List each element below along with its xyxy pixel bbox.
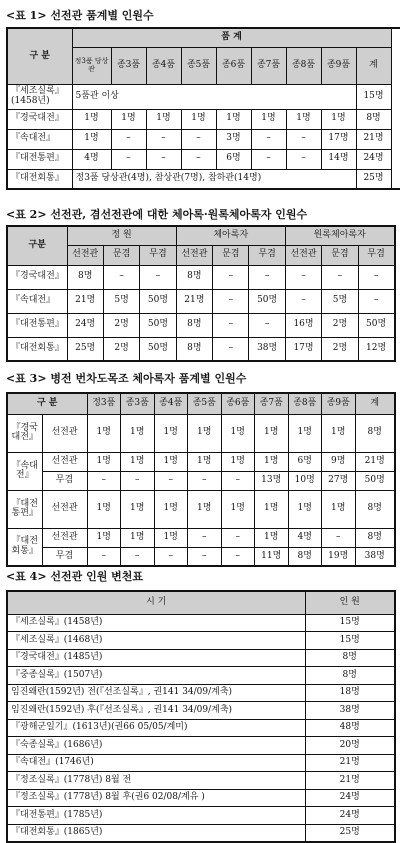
cell: 5명 bbox=[103, 289, 139, 313]
table4-header-count: 인 원 bbox=[305, 591, 395, 614]
cell: 1명 bbox=[221, 414, 255, 452]
row-text: 정3품 당상관(4명), 참상관(7명), 참하관(14명) bbox=[72, 169, 356, 189]
table-row bbox=[7, 313, 395, 337]
cell: 1명 bbox=[255, 490, 289, 528]
cell: 2명 bbox=[322, 337, 358, 361]
cell: – bbox=[181, 149, 216, 169]
row-time: 『정조실록』(1778년) 8월 후(권6 02/08/계유 ) bbox=[7, 789, 305, 807]
cell: 27명 bbox=[322, 471, 356, 490]
table2-group-header: 원록체아록자 bbox=[285, 226, 394, 245]
row-time: 『경국대전』(1485년) bbox=[7, 649, 305, 667]
table1-col-header: 종4품 bbox=[146, 47, 181, 84]
cell: – bbox=[87, 471, 121, 490]
cell: 1명 bbox=[255, 452, 289, 471]
table1-col-header: 종9품 bbox=[321, 47, 356, 84]
table-row bbox=[7, 109, 400, 129]
cell: 50명 bbox=[249, 289, 285, 313]
cell: 16명 bbox=[285, 313, 321, 337]
table2-group-header: 정 원 bbox=[67, 226, 176, 245]
table2-sub-header: 선전관 bbox=[176, 245, 212, 265]
cell: – bbox=[213, 289, 249, 313]
row-label: 『경국대전』 bbox=[7, 265, 67, 289]
table3-col-header: 종9품 bbox=[322, 393, 356, 414]
row-total: 15명 bbox=[356, 84, 391, 109]
table3-col-header: 종5품 bbox=[188, 393, 222, 414]
table3-col-header: 종6품 bbox=[221, 393, 255, 414]
cell: 2명 bbox=[103, 337, 139, 361]
row-count: 20명 bbox=[305, 737, 395, 755]
table4-header-time: 시 기 bbox=[7, 591, 305, 614]
cell: 1명 bbox=[322, 414, 356, 452]
table-row bbox=[7, 737, 395, 755]
cell: – bbox=[249, 313, 285, 337]
table-row bbox=[7, 490, 395, 528]
sub-label: 선전관 bbox=[42, 490, 87, 528]
row-count: 24명 bbox=[305, 789, 395, 807]
cell: 12명 bbox=[358, 337, 394, 361]
cell: – bbox=[146, 129, 181, 149]
cell: 17명 bbox=[285, 337, 321, 361]
cell: 8명 bbox=[356, 109, 391, 129]
cell: – bbox=[249, 265, 285, 289]
table2-sub-header: 무겸 bbox=[358, 245, 394, 265]
table-row bbox=[7, 667, 395, 685]
cell: – bbox=[111, 129, 146, 149]
cell: 6명 bbox=[288, 452, 322, 471]
cell: – bbox=[154, 547, 188, 566]
cell: 1명 bbox=[121, 490, 155, 528]
sub-label: 무겸 bbox=[42, 471, 87, 490]
cell: – bbox=[121, 547, 155, 566]
row-label: 『대전회통』 bbox=[7, 169, 72, 189]
table-row bbox=[7, 452, 395, 471]
cell: 8명 bbox=[288, 547, 322, 566]
table4-caption: <표 4> 선전관 인원 변천표 bbox=[6, 570, 144, 583]
table-row bbox=[7, 772, 395, 790]
table2-sub-header: 문겸 bbox=[322, 245, 358, 265]
table2-header-group: 구분 bbox=[7, 226, 67, 265]
cell: 19명 bbox=[322, 547, 356, 566]
cell: – bbox=[121, 471, 155, 490]
row-count: 21명 bbox=[305, 772, 395, 790]
row-total: 25명 bbox=[356, 169, 391, 189]
row-time: 『대전회통』(1865년) bbox=[7, 824, 305, 842]
table3-col-header: 계 bbox=[355, 393, 395, 414]
cell: 1명 bbox=[121, 414, 155, 452]
cell: 24명 bbox=[356, 149, 391, 169]
table1-caption: <표 1> 선전관 품계별 인원수 bbox=[6, 9, 154, 22]
table-row bbox=[7, 169, 400, 189]
cell: 8명 bbox=[355, 490, 395, 528]
cell: 1명 bbox=[181, 109, 216, 129]
sub-label: 선전관 bbox=[42, 452, 87, 471]
cell: – bbox=[285, 289, 321, 313]
table-row bbox=[7, 471, 395, 490]
table3 bbox=[6, 392, 396, 567]
cell: 1명 bbox=[288, 490, 322, 528]
table-row bbox=[7, 414, 395, 452]
cell: 38명 bbox=[249, 337, 285, 361]
cell: 1명 bbox=[87, 452, 121, 471]
table-row bbox=[7, 149, 400, 169]
cell: 1명 bbox=[255, 414, 289, 452]
cell: 1명 bbox=[154, 414, 188, 452]
row-time: 『세조실록』(1458년) bbox=[7, 614, 305, 632]
cell: 1명 bbox=[154, 452, 188, 471]
cell: – bbox=[322, 528, 356, 547]
cell: 24명 bbox=[67, 313, 103, 337]
row-time: 『세조실록』(1468년) bbox=[7, 632, 305, 650]
table2-group-header: 체아록자 bbox=[176, 226, 285, 245]
cell: – bbox=[221, 528, 255, 547]
row-text: 5품관 이상 bbox=[72, 84, 356, 109]
row-label: 『대전회통』 bbox=[7, 337, 67, 361]
cell: 1명 bbox=[188, 490, 222, 528]
row-count: 15명 bbox=[305, 614, 395, 632]
cell: 1명 bbox=[188, 452, 222, 471]
cell: 1명 bbox=[216, 109, 251, 129]
cell: 21명 bbox=[67, 289, 103, 313]
row-label: 『대전통편』 bbox=[7, 313, 67, 337]
row-time: 임진왜란(1592년) 후(『선조실록』, 권141 34/09/계축) bbox=[7, 702, 305, 720]
table2-sub-header: 문겸 bbox=[213, 245, 249, 265]
row-label: 『속대전』 bbox=[7, 129, 72, 149]
cell: 6명 bbox=[216, 149, 251, 169]
cell: 10명 bbox=[288, 471, 322, 490]
cell: 1명 bbox=[121, 528, 155, 547]
table-row bbox=[7, 528, 395, 547]
row-count: 21명 bbox=[305, 754, 395, 772]
cell: 8명 bbox=[176, 265, 212, 289]
row-time: 『광해군일기』(1613년)(권66 05/05/계미) bbox=[7, 719, 305, 737]
cell: 8명 bbox=[355, 414, 395, 452]
row-label: 『대전통편』 bbox=[7, 149, 72, 169]
sub-label: 무겸 bbox=[42, 547, 87, 566]
cell: 1명 bbox=[251, 109, 286, 129]
table-row bbox=[7, 289, 395, 313]
cell: – bbox=[286, 149, 321, 169]
cell: 4명 bbox=[288, 528, 322, 547]
table1-col-header: 계 bbox=[356, 47, 391, 84]
row-time: 임진왜란(1592년) 전(『선조실록』, 권141 34/09/계축) bbox=[7, 684, 305, 702]
table3-col-header: 정3품 bbox=[87, 393, 121, 414]
cell: – bbox=[188, 471, 222, 490]
cell: 1명 bbox=[111, 109, 146, 129]
table2-sub-header: 무겸 bbox=[140, 245, 176, 265]
table1-col-header: 정3품 당상관 bbox=[72, 47, 111, 84]
table1-col-header: 종6품 bbox=[216, 47, 251, 84]
cell: 14명 bbox=[321, 149, 356, 169]
row-time: 『숙종실록』(1686년) bbox=[7, 737, 305, 755]
row-label: 『속대전』 bbox=[7, 289, 67, 313]
table-row bbox=[7, 702, 395, 720]
cell: – bbox=[188, 547, 222, 566]
table2-sub-header: 문겸 bbox=[103, 245, 139, 265]
table-row bbox=[7, 632, 395, 650]
cell: – bbox=[358, 265, 394, 289]
cell: – bbox=[213, 265, 249, 289]
table1 bbox=[6, 27, 400, 190]
table-row bbox=[7, 789, 395, 807]
table-row bbox=[7, 84, 400, 109]
group-label: 『대전통편』 bbox=[7, 490, 42, 528]
table2-caption: <표 2> 선전관, 겸선전관에 대한 체아록·원록체아록자 인원수 bbox=[6, 208, 308, 221]
table-row bbox=[7, 337, 395, 361]
cell: 1명 bbox=[87, 490, 121, 528]
table3-header-group: 구 분 bbox=[7, 393, 87, 414]
cell: 8명 bbox=[67, 265, 103, 289]
cell: 1명 bbox=[221, 490, 255, 528]
cell: 1명 bbox=[154, 528, 188, 547]
table3-col-header: 종7품 bbox=[255, 393, 289, 414]
table-row bbox=[7, 547, 395, 566]
row-time: 『속대전』(1746년) bbox=[7, 754, 305, 772]
cell: 8명 bbox=[176, 337, 212, 361]
row-count: 48명 bbox=[305, 719, 395, 737]
cell: 1명 bbox=[87, 528, 121, 547]
table-row bbox=[7, 265, 395, 289]
table1-col-header: 종8품 bbox=[286, 47, 321, 84]
table4 bbox=[6, 590, 396, 843]
table2-sub-header: 무겸 bbox=[249, 245, 285, 265]
cell: 1명 bbox=[121, 452, 155, 471]
cell: 5명 bbox=[322, 289, 358, 313]
cell: – bbox=[251, 129, 286, 149]
cell: 17명 bbox=[321, 129, 356, 149]
row-count: 8명 bbox=[305, 667, 395, 685]
cell: – bbox=[140, 265, 176, 289]
table1-header-pumgye: 품 계 bbox=[72, 28, 391, 47]
cell: 1명 bbox=[255, 528, 289, 547]
table-row bbox=[7, 754, 395, 772]
cell: 1명 bbox=[72, 129, 111, 149]
cell: 1명 bbox=[321, 109, 356, 129]
cell: 38명 bbox=[355, 547, 395, 566]
table-row bbox=[7, 129, 400, 149]
cell: 8명 bbox=[355, 528, 395, 547]
cell: – bbox=[87, 547, 121, 566]
table3-col-header: 종4품 bbox=[154, 393, 188, 414]
cell: – bbox=[154, 471, 188, 490]
cell: – bbox=[221, 547, 255, 566]
cell: 4명 bbox=[72, 149, 111, 169]
row-count: 25명 bbox=[305, 824, 395, 842]
cell: 2명 bbox=[103, 313, 139, 337]
cell: 1명 bbox=[288, 414, 322, 452]
cell: – bbox=[286, 129, 321, 149]
row-count: 24명 bbox=[305, 807, 395, 825]
cell: 25명 bbox=[67, 337, 103, 361]
table2-sub-header: 선전관 bbox=[67, 245, 103, 265]
cell: – bbox=[111, 149, 146, 169]
table3-col-header: 종3품 bbox=[121, 393, 155, 414]
table3-caption: <표 3> 병전 번차도목조 체아록자 품계별 인원수 bbox=[6, 372, 247, 385]
cell: – bbox=[188, 528, 222, 547]
cell: 1명 bbox=[154, 490, 188, 528]
row-time: 『대전통편』(1785년) bbox=[7, 807, 305, 825]
table1-header-group: 구 분 bbox=[7, 28, 72, 84]
cell: 11명 bbox=[255, 547, 289, 566]
table-row bbox=[7, 807, 395, 825]
table-row bbox=[7, 614, 395, 632]
table2-sub-header: 선전관 bbox=[285, 245, 321, 265]
cell: 50명 bbox=[355, 471, 395, 490]
row-count: 38명 bbox=[305, 702, 395, 720]
cell: – bbox=[322, 265, 358, 289]
cell: 1명 bbox=[286, 109, 321, 129]
row-time: 『중종실록』(1507년) bbox=[7, 667, 305, 685]
cell: 50명 bbox=[140, 289, 176, 313]
cell: 1명 bbox=[87, 414, 121, 452]
table3-col-header: 종8품 bbox=[288, 393, 322, 414]
cell: 1명 bbox=[72, 109, 111, 129]
table1-col-header: 종3품 bbox=[111, 47, 146, 84]
cell: – bbox=[146, 149, 181, 169]
cell: – bbox=[221, 471, 255, 490]
row-time: 『정조실록』(1778년) 8월 전 bbox=[7, 772, 305, 790]
table1-col-header: 종5품 bbox=[181, 47, 216, 84]
sub-label: 선전관 bbox=[42, 528, 87, 547]
cell: 2명 bbox=[322, 313, 358, 337]
row-count: 18명 bbox=[305, 684, 395, 702]
cell: – bbox=[103, 265, 139, 289]
table-row bbox=[7, 649, 395, 667]
cell: 50명 bbox=[140, 337, 176, 361]
group-label: 『경국대전』 bbox=[7, 414, 42, 452]
cell: – bbox=[251, 149, 286, 169]
cell: 9명 bbox=[322, 452, 356, 471]
cell: 21명 bbox=[356, 129, 391, 149]
row-count: 15명 bbox=[305, 632, 395, 650]
row-label: 『세조실록』(1458년) bbox=[7, 84, 72, 109]
cell: 21명 bbox=[176, 289, 212, 313]
cell: – bbox=[213, 337, 249, 361]
row-count: 8명 bbox=[305, 649, 395, 667]
group-label: 『속대전』 bbox=[7, 452, 42, 490]
table-row bbox=[7, 719, 395, 737]
cell: 21명 bbox=[355, 452, 395, 471]
table-row bbox=[7, 684, 395, 702]
group-label: 『대전회통』 bbox=[7, 528, 42, 566]
cell: 50명 bbox=[358, 313, 394, 337]
cell: 50명 bbox=[140, 313, 176, 337]
cell: 1명 bbox=[188, 414, 222, 452]
cell: – bbox=[181, 129, 216, 149]
cell: – bbox=[285, 265, 321, 289]
cell: 1명 bbox=[322, 490, 356, 528]
cell: 3명 bbox=[216, 129, 251, 149]
sub-label: 선전관 bbox=[42, 414, 87, 452]
cell: 1명 bbox=[221, 452, 255, 471]
cell: – bbox=[213, 313, 249, 337]
table2 bbox=[6, 225, 396, 362]
cell: – bbox=[358, 289, 394, 313]
row-label: 『경국대전』 bbox=[7, 109, 72, 129]
cell: 8명 bbox=[176, 313, 212, 337]
cell: 1명 bbox=[146, 109, 181, 129]
table1-col-header: 종7품 bbox=[251, 47, 286, 84]
cell: 13명 bbox=[255, 471, 289, 490]
